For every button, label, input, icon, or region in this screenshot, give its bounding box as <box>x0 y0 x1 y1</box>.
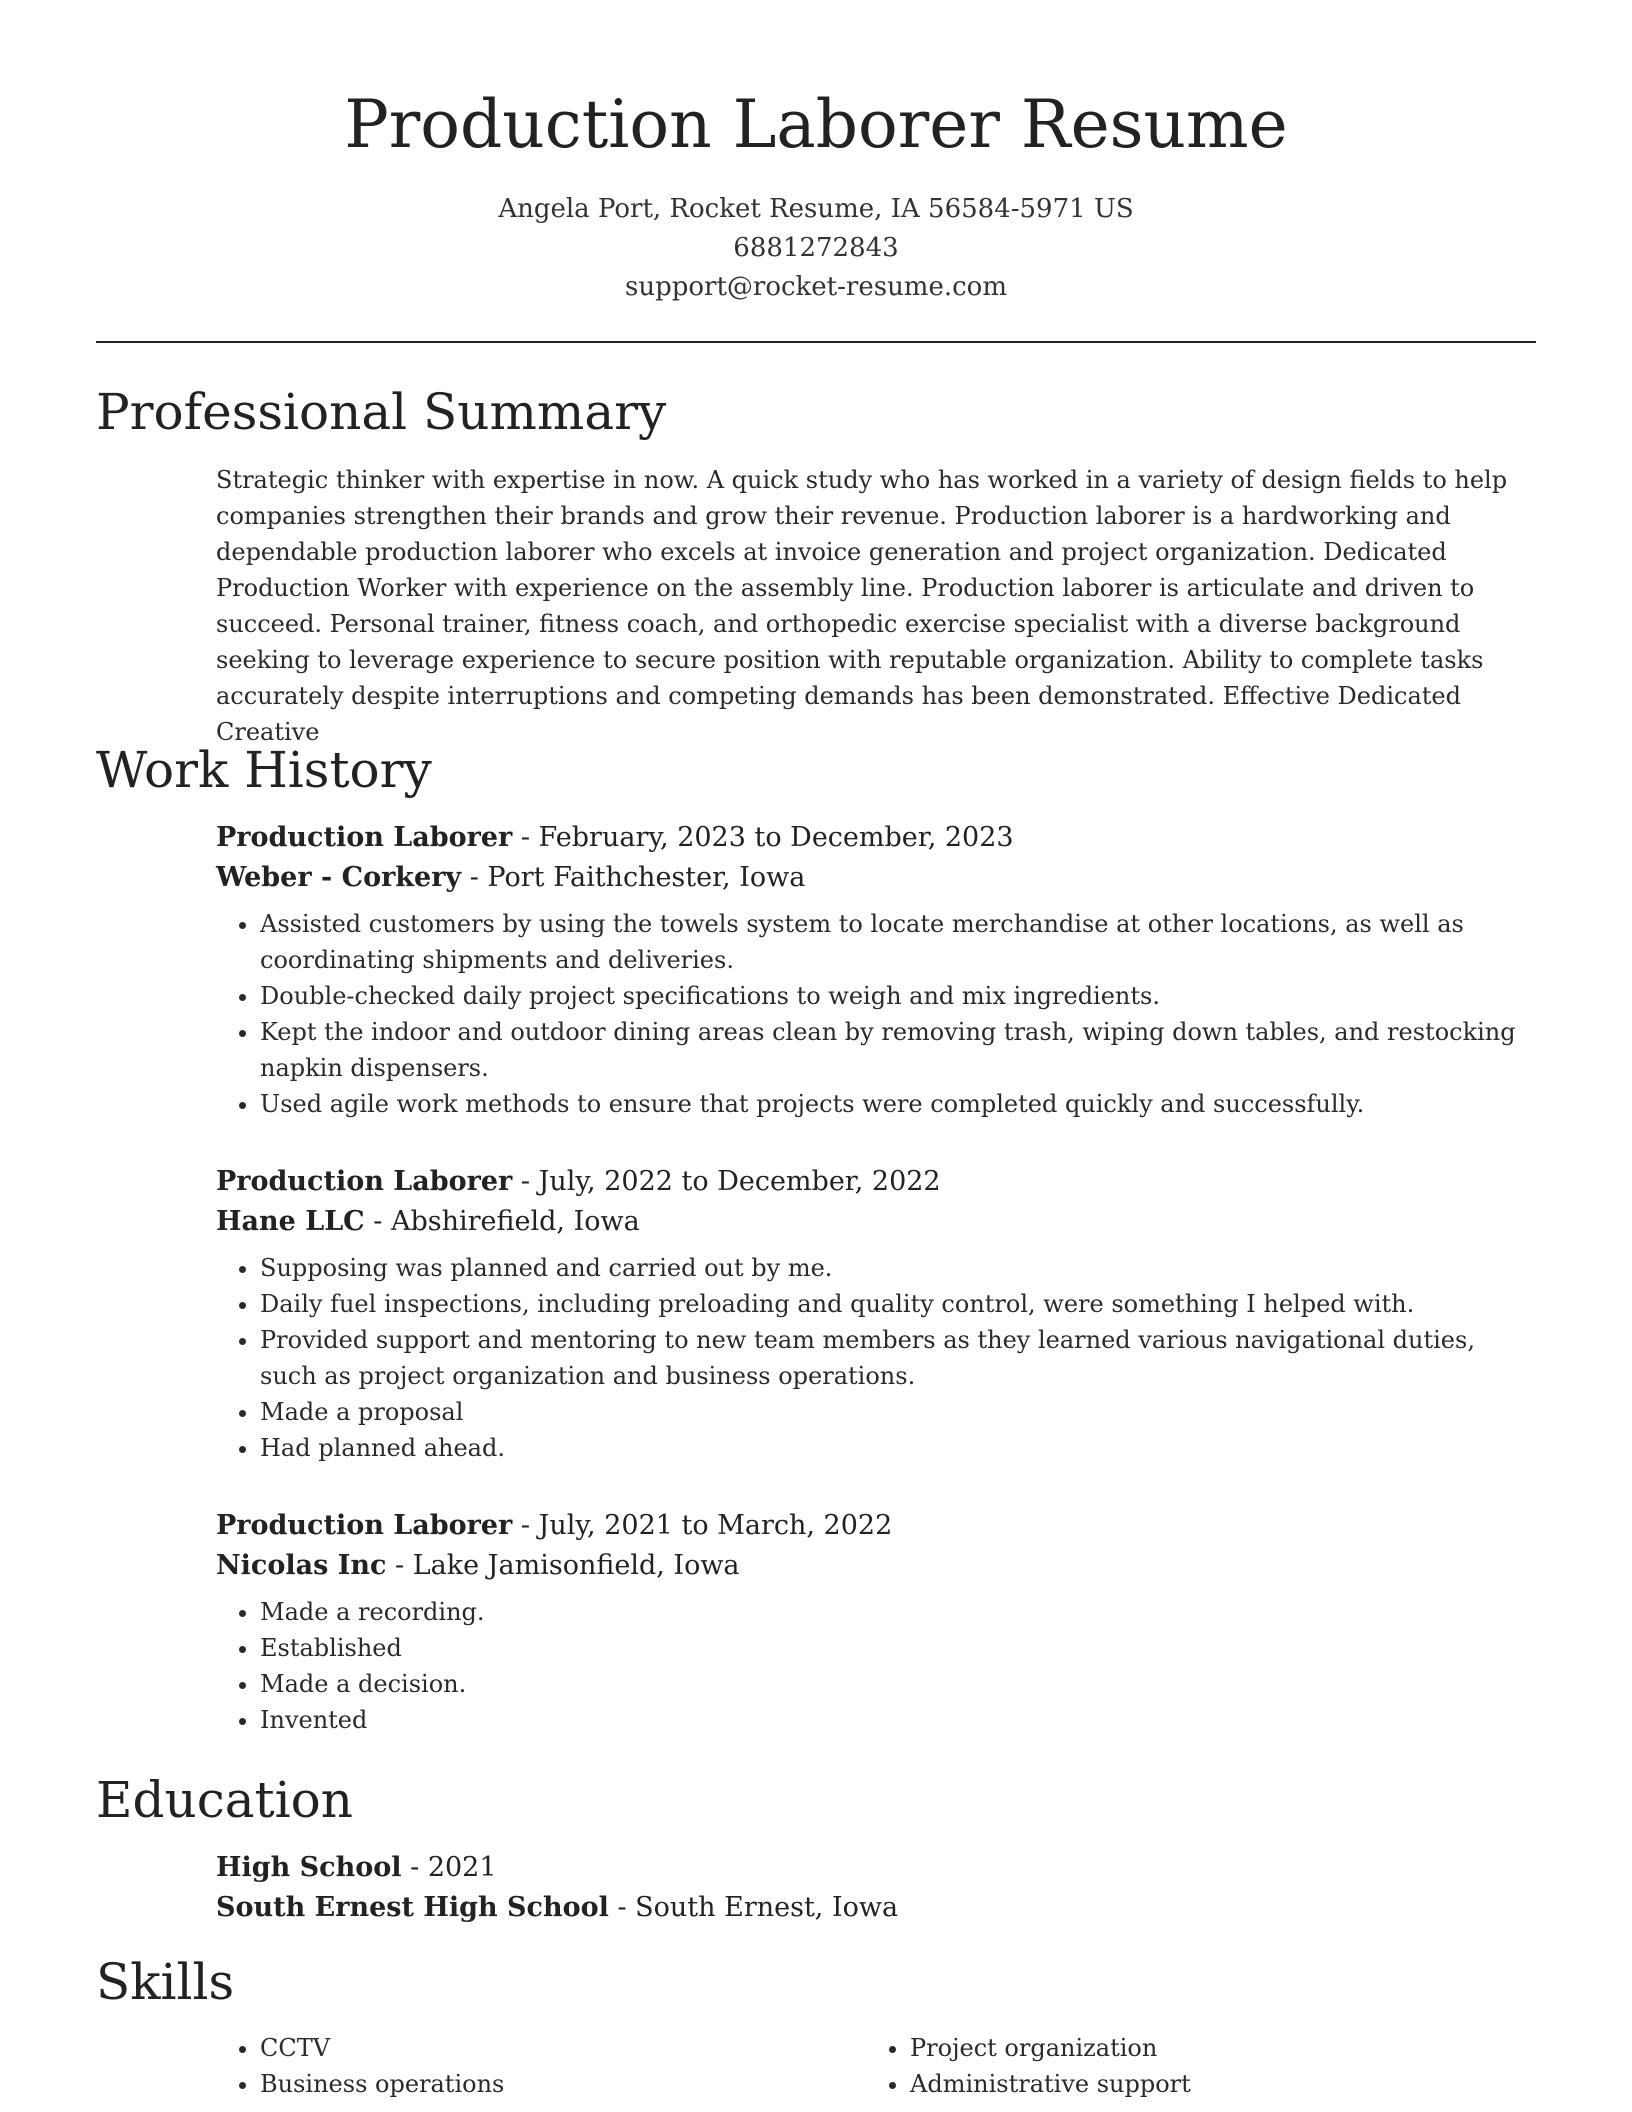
summary-text: Strategic thinker with expertise in now. A quick study who has worked in a variety of design fields to help companies strengthen their brands and grow their revenue. Production laborer is a hardworking and dependable production laborer who excels at invoice generation and project organization. Dedicated Production Worker with experience on the assembly line. Production laborer is articulate and driven to succeed. Personal trainer, fitness coach, and orthopedic exercise specialist with a diverse background seeking to leverage experience to secure position with reputable organization. Ability to complete tasks accurately despite interruptions and competing demands has been demonstrated. Effective Dedicated Creative <box>216 466 1508 746</box>
job-employer-line <box>216 1546 1536 1586</box>
job-duty: • Made a decision. <box>260 1666 1536 1702</box>
skill-item: • Project organization <box>910 2030 1466 2066</box>
job-duty: • Supposing was planned and carried out by me. <box>260 1250 1536 1286</box>
job-duties-list <box>216 1594 1536 1738</box>
summary-heading: Professional Summary <box>96 383 667 441</box>
job-duties-list <box>216 1250 1536 1466</box>
education-school: South Ernest High School <box>216 1892 609 1923</box>
header-divider <box>96 341 1536 343</box>
job-duty: • Made a recording. <box>260 1594 1536 1630</box>
job-duty: • Had planned ahead. <box>260 1430 1536 1466</box>
education-entry <box>216 1848 1536 1928</box>
job-duty: • Established <box>260 1630 1536 1666</box>
job-duties-list <box>216 906 1536 1122</box>
work-history-heading: Work History <box>96 741 432 799</box>
job-employer-line <box>216 858 1536 898</box>
skill-item: • Business operations <box>260 2066 816 2102</box>
job-location: - Port Faithchester, Iowa <box>461 862 806 893</box>
job-location: - Lake Jamisonfield, Iowa <box>386 1550 740 1581</box>
job-entry-1 <box>216 818 1536 1122</box>
resume-title: Production Laborer Resume <box>344 86 1288 163</box>
job-duty: • Assisted customers by using the towels system to locate merchandise at other locations, as well as coordinating shipments and deliveries. <box>260 906 1536 978</box>
skill-item: • CCTV <box>260 2030 816 2066</box>
education-degree-line <box>216 1848 1536 1888</box>
contact-email: support@rocket-resume.com <box>624 272 1007 302</box>
job-duty: • Made a proposal <box>260 1394 1536 1430</box>
job-title-line <box>216 1506 1536 1546</box>
skills-list-right <box>866 2030 1466 2102</box>
job-duty: • Used agile work methods to ensure that projects were completed quickly and successfully. <box>260 1086 1536 1122</box>
job-entry-2 <box>216 1162 1536 1466</box>
job-title: Production Laborer <box>216 1510 513 1541</box>
education-location: - South Ernest, Iowa <box>608 1892 899 1923</box>
job-company: Hane LLC <box>216 1206 365 1237</box>
education-year: - 2021 <box>401 1852 497 1883</box>
job-duty: • Provided support and mentoring to new team members as they learned various navigational duties, such as project organization and business operations. <box>260 1322 1536 1394</box>
job-title: Production Laborer <box>216 1166 513 1197</box>
skills-column-right <box>866 2030 1466 2102</box>
job-duty: • Double-checked daily project specifications to weigh and mix ingredients. <box>260 978 1536 1014</box>
job-duty: • Kept the indoor and outdoor dining areas clean by removing trash, wiping down tables, and restocking napkin dispensers. <box>260 1014 1536 1086</box>
job-title: Production Laborer <box>216 822 513 853</box>
contact-block <box>0 190 1632 307</box>
job-dates: - July, 2021 to March, 2022 <box>512 1510 893 1541</box>
job-employer-line <box>216 1202 1536 1242</box>
job-location: - Abshirefield, Iowa <box>364 1206 640 1237</box>
job-entry-3 <box>216 1506 1536 1738</box>
skills-list-left <box>216 2030 816 2102</box>
education-school-line <box>216 1888 1536 1928</box>
education-heading: Education <box>96 1771 353 1829</box>
summary-section <box>216 462 1536 750</box>
skill-item: • Administrative support <box>910 2066 1466 2102</box>
job-duty: • Daily fuel inspections, including preloading and quality control, were something I helped with. <box>260 1286 1536 1322</box>
job-dates: - July, 2022 to December, 2022 <box>512 1166 941 1197</box>
job-title-line <box>216 818 1536 858</box>
job-company: Nicolas Inc <box>216 1550 387 1581</box>
contact-address: Angela Port, Rocket Resume, IA 56584-5971 US <box>498 194 1134 224</box>
education-degree: High School <box>216 1852 402 1883</box>
contact-phone: 6881272843 <box>733 233 899 263</box>
job-dates: - February, 2023 to December, 2023 <box>512 822 1014 853</box>
skills-heading: Skills <box>96 1953 235 2011</box>
job-company: Weber - Corkery <box>216 862 462 893</box>
job-duty: • Invented <box>260 1702 1536 1738</box>
skills-column-left <box>216 2030 816 2102</box>
job-title-line <box>216 1162 1536 1202</box>
